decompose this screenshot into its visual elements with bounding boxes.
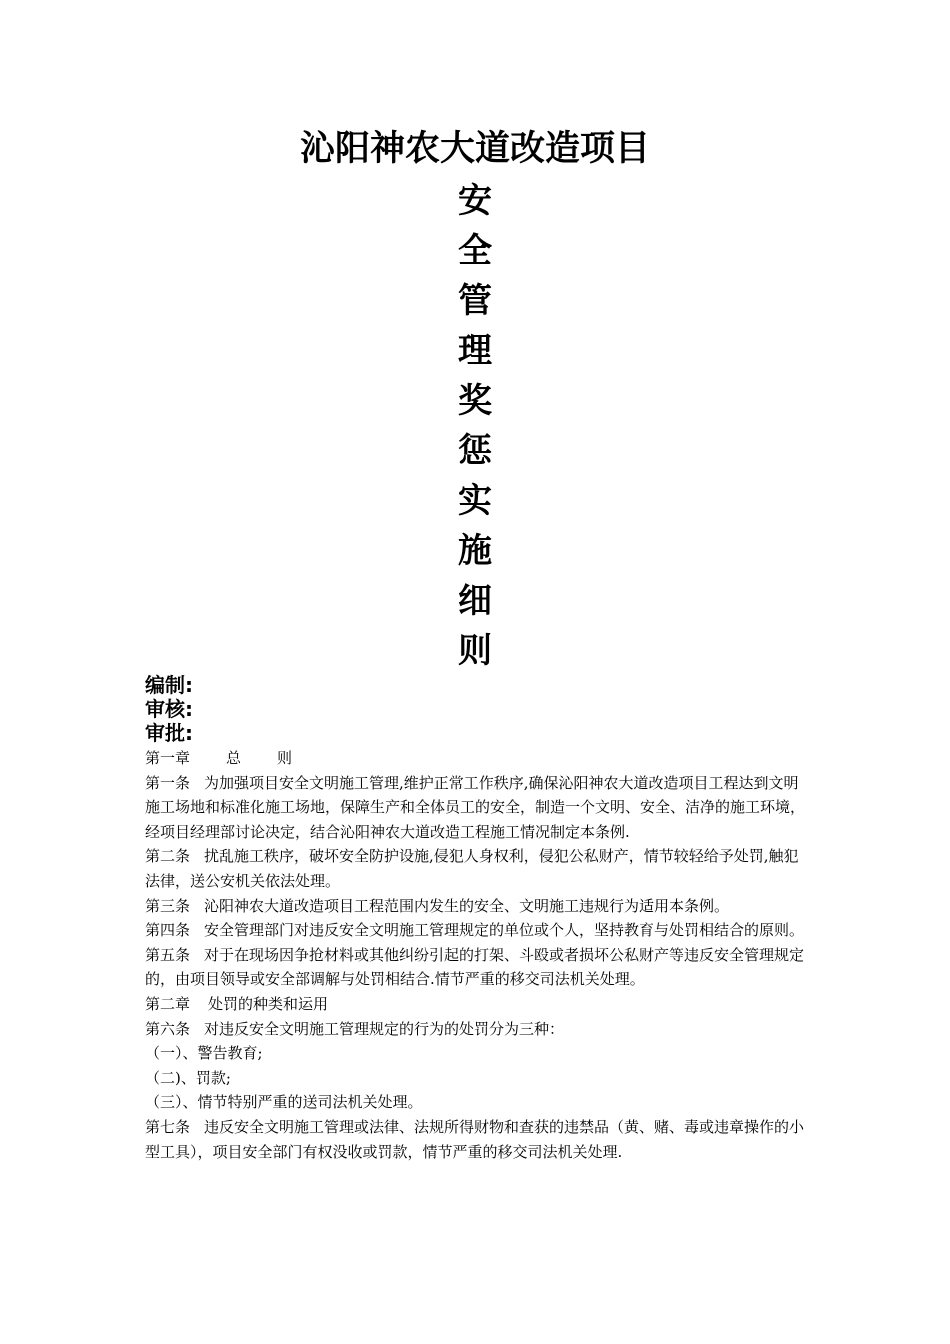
vertical-title-char: 细 bbox=[458, 581, 492, 621]
document-body bbox=[145, 746, 810, 1164]
chapter-title: 处罚的种类和运用 bbox=[208, 994, 329, 1013]
penalty-item: （二)、罚款; bbox=[145, 1068, 231, 1087]
chapter-heading bbox=[145, 746, 810, 771]
article-head: 第五条 bbox=[145, 945, 191, 964]
chapter-title-part: 则 bbox=[277, 749, 293, 767]
article-head: 第六条 bbox=[145, 1019, 191, 1038]
article-7 bbox=[145, 1115, 810, 1164]
vertical-title-char: 实 bbox=[458, 481, 492, 521]
vertical-title-char: 奖 bbox=[458, 381, 492, 421]
vertical-title-char: 全 bbox=[458, 231, 492, 271]
chapter-number: 第二章 bbox=[145, 994, 191, 1013]
article-2 bbox=[145, 844, 810, 893]
chapter-heading bbox=[145, 992, 810, 1017]
article-text: 安全管理部门对违反安全文明施工管理规定的单位或个人，坚持教育与处罚相结合的原则。 bbox=[204, 921, 805, 940]
document-title: 沁阳神农大道改造项目 bbox=[299, 129, 650, 169]
article-text: 违反安全文明施工管理或法律、法规所得财物和查获的违禁品（黄、赌、毒或违章操作的小型工具），项目安全部门有权没收或罚款，情节严重的移交司法机关处理. bbox=[145, 1117, 805, 1161]
vertical-title-char: 施 bbox=[458, 531, 492, 571]
article-text: 对违反安全文明施工管理规定的行为的处罚分为三种： bbox=[204, 1019, 565, 1038]
review-label: 审核: bbox=[145, 697, 193, 721]
article-head: 第三条 bbox=[145, 896, 191, 915]
vertical-title-char: 安 bbox=[458, 181, 492, 221]
vertical-title-char: 惩 bbox=[458, 431, 492, 471]
chapter-title-part: 总 bbox=[226, 749, 242, 767]
approve-label: 审批: bbox=[145, 721, 193, 745]
vertical-title-char: 管 bbox=[458, 281, 492, 321]
article-head: 第七条 bbox=[145, 1117, 191, 1136]
vertical-title bbox=[0, 176, 950, 676]
article-3 bbox=[145, 894, 810, 919]
article-head: 第一条 bbox=[145, 773, 191, 792]
article-text: 沁阳神农大道改造项目工程范围内发生的安全、文明施工违规行为适用本条例。 bbox=[204, 896, 730, 915]
article-text: 扰乱施工秩序，破坏安全防护设施,侵犯人身权利，侵犯公私财产，情节较轻给予处罚,触犯法律，送公安机关依法处理。 bbox=[145, 847, 799, 890]
penalty-item: （三）、情节特别严重的送司法机关处理。 bbox=[145, 1093, 423, 1112]
article-1 bbox=[145, 771, 810, 845]
chapter-number: 第一章 bbox=[145, 749, 191, 767]
compile-label: 编制: bbox=[145, 673, 193, 697]
signature-block bbox=[145, 673, 193, 745]
article-6 bbox=[145, 1017, 810, 1042]
article-5 bbox=[145, 943, 810, 992]
vertical-title-char: 则 bbox=[458, 631, 492, 671]
article-head: 第四条 bbox=[145, 921, 191, 940]
vertical-title-char: 理 bbox=[458, 331, 492, 371]
penalty-item: （一）、警告教育; bbox=[145, 1044, 263, 1063]
article-head: 第二条 bbox=[145, 847, 191, 866]
article-4 bbox=[145, 918, 810, 943]
article-text: 为加强项目安全文明施工管理,维护正常工作秩序,确保沁阳神农大道改造项目工程达到文明施工场地和标准化施工场地，保障生产和全体员工的安全，制造一个文明、安全、洁净的施工环境，经项目经理部讨论决定，结合沁阳神农大道改造工程施工情况制定本条例. bbox=[145, 773, 806, 841]
article-text: 对于在现场因争抢材料或其他纠纷引起的打架、斗殴或者损坏公私财产等违反安全管理规定的，由项目领导或安全部调解与处罚相结合.情节严重的移交司法机关处理。 bbox=[145, 945, 805, 989]
